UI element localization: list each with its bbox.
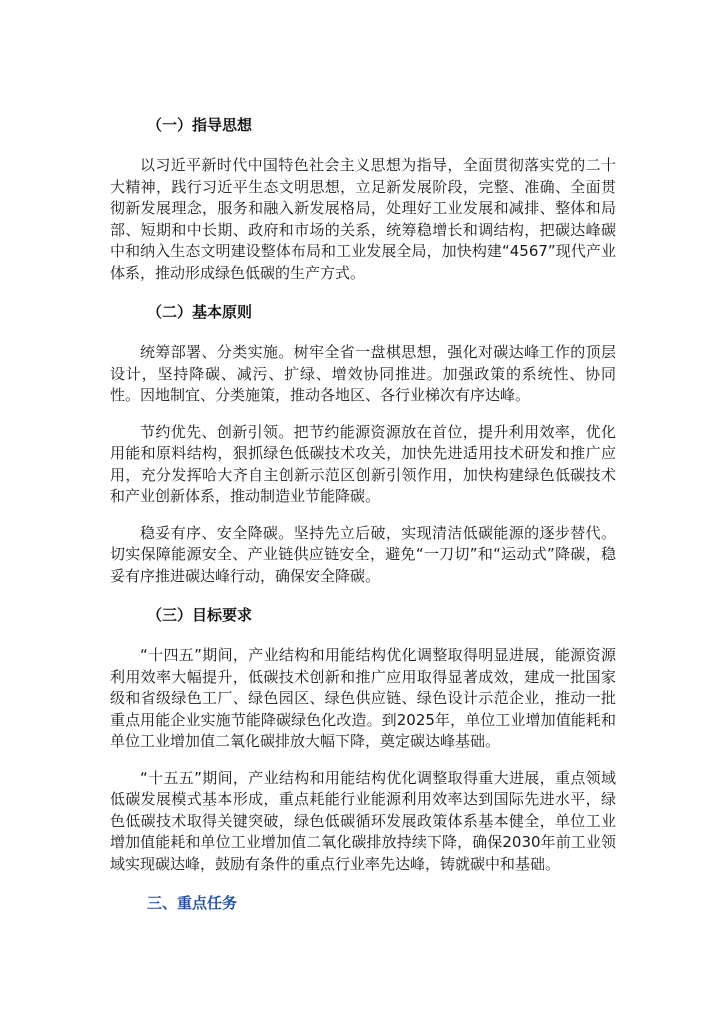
heading-key-tasks: 三、重点任务 [147, 894, 238, 912]
heading-target-requirements: （三）目标要求 [147, 606, 253, 624]
heading-basic-principles: （二）基本原则 [147, 303, 253, 321]
paragraph-target-14th-plan: “十四五”期间，产业结构和用能结构优化调整取得明显进展，能源资源利用效率大幅提升，低碳技术创新和推广应用取得显著成效，建成一批国家级和省级绿色工厂、绿色园区、绿色供应链、绿色设计示范企业，推动一批重点用能企业实施节能降碳绿色化改造。到2025年，单位工业增加值能耗和单位工业增加值二氧化碳排放大幅下降，奠定碳达峰基础。 [110, 646, 616, 750]
paragraph-target-15th-plan: “十五五”期间，产业结构和用能结构优化调整取得重大进展，重点领域低碳发展模式基本形成，重点耗能行业能源利用效率达到国际先进水平，绿色低碳技术取得关键突破，绿色低碳循环发展政策体系基本健全，单位工业增加值能耗和单位工业增加值二氧化碳排放持续下降，确保2030年前工业领域实现碳达峰，鼓励有条件的重点行业率先达峰，铸就碳中和基础。 [110, 768, 616, 873]
paragraph-guiding-ideology: 以习近平新时代中国特色社会主义思想为指导，全面贯彻落实党的二十大精神，践行习近平生态文明思想，立足新发展阶段，完整、准确、全面贯彻新发展理念，服务和融入新发展格局，处理好工业发展和减排、整体和局部、短期和中长期、政府和市场的关系，统筹稳增长和调结构，把碳达峰碳中和纳入生态文明建设整体布局和工业发展全局，加快构建“4567”现代产业体系，推动形成绿色低碳的生产方式。 [110, 156, 616, 282]
paragraph-principle-safe-decarbonization: 稳妥有序、安全降碳。坚持先立后破，实现清洁低碳能源的逐步替代。切实保障能源安全、产业链供应链安全，避免“一刀切”和“运动式”降碳，稳妥有序推进碳达峰行动，确保安全降碳。 [110, 523, 616, 585]
paragraph-principle-overall-planning: 统筹部署、分类实施。树牢全省一盘棋思想，强化对碳达峰工作的顶层设计，坚持降碳、减污、扩绿、增效协同推进。加强政策的系统性、协同性。因地制宜、分类施策，推动各地区、各行业梯次有序达峰。 [110, 343, 616, 404]
paragraph-principle-conservation: 节约优先、创新引领。把节约能源资源放在首位，提升利用效率，优化用能和原料结构，狠抓绿色低碳技术攻关，加快先进适用技术研发和推广应用，充分发挥哈大齐自主创新示范区创新引领作用，加快构建绿色低碳技术和产业创新体系，推动制造业节能降碳。 [110, 422, 616, 505]
document-page [110, 112, 616, 916]
heading-guiding-ideology: （一）指导思想 [147, 116, 253, 134]
